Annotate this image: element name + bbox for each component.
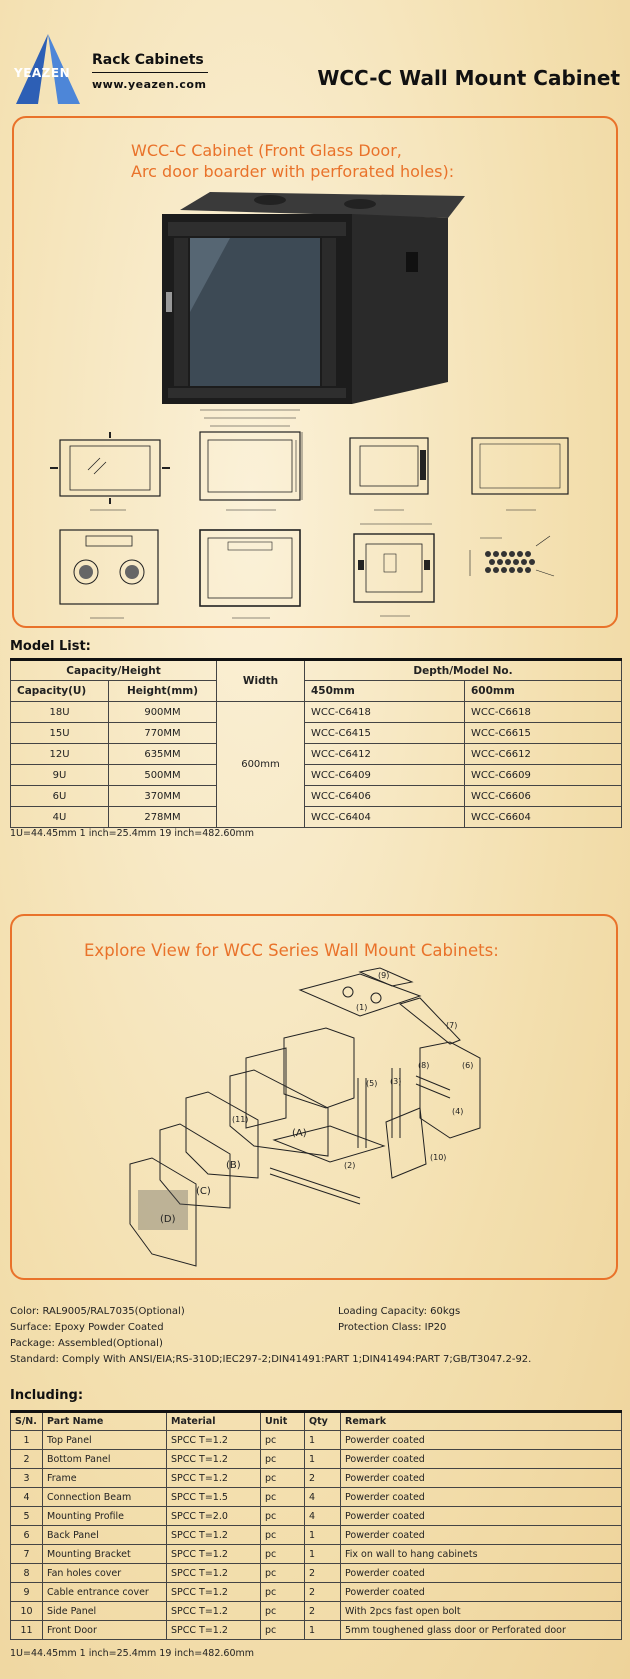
remark-cell: Powerder coated (341, 1488, 622, 1507)
depth-model-header: Depth/Model No. (305, 660, 622, 681)
sn-cell: 6 (11, 1526, 43, 1545)
model-450-cell: WCC-C6415 (305, 723, 465, 744)
unit-cell: pc (261, 1583, 305, 1602)
sn-cell: 10 (11, 1602, 43, 1621)
unit-cell: pc (261, 1450, 305, 1469)
sn-cell: 5 (11, 1507, 43, 1526)
table-header-row (11, 1412, 622, 1431)
drawing-sectional-door-view (196, 404, 306, 512)
unit-cell: pc (261, 1431, 305, 1450)
table-row (11, 1564, 622, 1583)
unit-header: Unit (261, 1412, 305, 1431)
sn-cell: 11 (11, 1621, 43, 1640)
including-label: Including: (10, 1388, 84, 1403)
drawing-section-aa (344, 520, 444, 620)
qty-cell: 4 (305, 1507, 341, 1526)
depth-450-header: 450mm (305, 681, 465, 702)
drawing-perforation-detail (462, 532, 572, 592)
unit-cell: pc (261, 1507, 305, 1526)
part-name-header: Part Name (43, 1412, 167, 1431)
part-name-cell: Frame (43, 1469, 167, 1488)
page-header (0, 0, 630, 110)
qty-cell: 4 (305, 1488, 341, 1507)
remark-cell: With 2pcs fast open bolt (341, 1602, 622, 1621)
callout-7: (7) (446, 1021, 458, 1030)
model-450-cell: WCC-C6409 (305, 765, 465, 786)
material-cell: SPCC T=1.2 (167, 1564, 261, 1583)
callout-9: (9) (378, 971, 390, 980)
spec-standard: Standard: Comply With ANSI/EIA;RS-310D;IEC297-2;DIN41491:PART 1;DIN41494:PART 7;GB/T3047.2-92. (10, 1354, 532, 1365)
unit-cell: pc (261, 1488, 305, 1507)
callout-3: (3) (390, 1077, 402, 1086)
material-cell: SPCC T=1.2 (167, 1545, 261, 1564)
width-header: Width (217, 660, 305, 702)
callout-1: (1) (356, 1003, 368, 1012)
height-header: Height(mm) (109, 681, 217, 702)
height-cell: 370MM (109, 786, 217, 807)
model-450-cell: WCC-C6406 (305, 786, 465, 807)
qty-cell: 2 (305, 1583, 341, 1602)
qty-cell: 2 (305, 1602, 341, 1621)
material-cell: SPCC T=1.2 (167, 1583, 261, 1602)
remark-cell: Powerder coated (341, 1469, 622, 1488)
spec-color: Color: RAL9005/RAL7035(Optional) (10, 1306, 185, 1317)
remark-cell: Powerder coated (341, 1564, 622, 1583)
logo-wordmark: YEAZEN (14, 66, 71, 80)
callout-11: (11) (232, 1115, 249, 1124)
model-list-table (10, 658, 622, 828)
capacity-height-header: Capacity/Height (11, 660, 217, 681)
remark-cell: Powerder coated (341, 1583, 622, 1602)
material-header: Material (167, 1412, 261, 1431)
callout-4: (4) (452, 1107, 464, 1116)
model-450-cell: WCC-C6418 (305, 702, 465, 723)
exploded-view-drawing (130, 968, 500, 1268)
parts-table (10, 1410, 622, 1640)
capacity-cell: 4U (11, 807, 109, 828)
remark-cell: Fix on wall to hang cabinets (341, 1545, 622, 1564)
remark-cell: 5mm toughened glass door or Perforated door (341, 1621, 622, 1640)
callout-8: (8) (418, 1061, 430, 1070)
brand-url[interactable]: www.yeazen.com (92, 78, 207, 91)
spec-loading: Loading Capacity: 60kgs (338, 1306, 461, 1317)
callout-5: (5) (366, 1079, 378, 1088)
remark-header: Remark (341, 1412, 622, 1431)
table-row (11, 723, 622, 744)
table-row (11, 1469, 622, 1488)
callout-c: (C) (196, 1186, 211, 1197)
table-row (11, 1488, 622, 1507)
drawing-front-view (48, 430, 173, 512)
capacity-cell: 12U (11, 744, 109, 765)
qty-cell: 2 (305, 1469, 341, 1488)
material-cell: SPCC T=1.5 (167, 1488, 261, 1507)
model-600-cell: WCC-C6606 (465, 786, 622, 807)
including-footnote: 1U=44.45mm 1 inch=25.4mm 19 inch=482.60mm (10, 1648, 255, 1659)
table-row (11, 1602, 622, 1621)
capacity-cell: 6U (11, 786, 109, 807)
cabinet-photo (160, 192, 470, 412)
remark-cell: Powerder coated (341, 1450, 622, 1469)
sn-header: S/N. (11, 1412, 43, 1431)
part-name-cell: Bottom Panel (43, 1450, 167, 1469)
brand-divider (92, 72, 208, 73)
height-cell: 635MM (109, 744, 217, 765)
width-cell: 600mm (217, 702, 305, 828)
model-600-cell: WCC-C6615 (465, 723, 622, 744)
depth-600-header: 600mm (465, 681, 622, 702)
height-cell: 500MM (109, 765, 217, 786)
material-cell: SPCC T=1.2 (167, 1450, 261, 1469)
qty-cell: 1 (305, 1526, 341, 1545)
material-cell: SPCC T=1.2 (167, 1526, 261, 1545)
height-cell: 900MM (109, 702, 217, 723)
part-name-cell: Top Panel (43, 1431, 167, 1450)
qty-cell: 1 (305, 1431, 341, 1450)
table-row (11, 807, 622, 828)
unit-cell: pc (261, 1621, 305, 1640)
product-title-line2: Arc door boarder with perforated holes): (131, 162, 455, 181)
table-row (11, 1545, 622, 1564)
unit-cell: pc (261, 1526, 305, 1545)
table-header-row (11, 660, 622, 681)
drawing-section-bb (196, 526, 306, 620)
spec-protection: Protection Class: IP20 (338, 1322, 447, 1333)
part-name-cell: Side Panel (43, 1602, 167, 1621)
drawing-back-view (468, 430, 573, 512)
capacity-header: Capacity(U) (11, 681, 109, 702)
capacity-cell: 9U (11, 765, 109, 786)
table-row (11, 702, 622, 723)
remark-cell: Powerder coated (341, 1507, 622, 1526)
unit-cell: pc (261, 1545, 305, 1564)
height-cell: 770MM (109, 723, 217, 744)
callout-d: (D) (160, 1214, 176, 1225)
sn-cell: 9 (11, 1583, 43, 1602)
table-row (11, 1507, 622, 1526)
table-row (11, 1583, 622, 1602)
part-name-cell: Mounting Bracket (43, 1545, 167, 1564)
sn-cell: 1 (11, 1431, 43, 1450)
part-name-cell: Mounting Profile (43, 1507, 167, 1526)
parts-table-body (11, 1431, 622, 1640)
sn-cell: 3 (11, 1469, 43, 1488)
brand-title: Rack Cabinets (92, 52, 204, 68)
drawing-side-view (346, 430, 436, 512)
material-cell: SPCC T=1.2 (167, 1469, 261, 1488)
capacity-cell: 18U (11, 702, 109, 723)
qty-header: Qty (305, 1412, 341, 1431)
qty-cell: 1 (305, 1621, 341, 1640)
part-name-cell: Fan holes cover (43, 1564, 167, 1583)
spec-package: Package: Assembled(Optional) (10, 1338, 163, 1349)
material-cell: SPCC T=1.2 (167, 1431, 261, 1450)
qty-cell: 1 (305, 1545, 341, 1564)
table-row (11, 786, 622, 807)
model-600-cell: WCC-C6604 (465, 807, 622, 828)
product-title-line1: WCC-C Cabinet (Front Glass Door, (131, 141, 402, 160)
sn-cell: 7 (11, 1545, 43, 1564)
drawing-top-view (56, 526, 164, 620)
model-600-cell: WCC-C6618 (465, 702, 622, 723)
page-title: WCC-C Wall Mount Cabinet (317, 66, 620, 90)
model-list-label: Model List: (10, 639, 91, 654)
qty-cell: 2 (305, 1564, 341, 1583)
model-600-cell: WCC-C6609 (465, 765, 622, 786)
part-name-cell: Front Door (43, 1621, 167, 1640)
callout-b: (B) (226, 1160, 241, 1171)
table-row (11, 744, 622, 765)
material-cell: SPCC T=2.0 (167, 1507, 261, 1526)
table-subheader-row (11, 681, 622, 702)
sn-cell: 8 (11, 1564, 43, 1583)
unit-cell: pc (261, 1602, 305, 1621)
callout-10: (10) (430, 1153, 447, 1162)
table-row (11, 1526, 622, 1545)
height-cell: 278MM (109, 807, 217, 828)
part-name-cell: Connection Beam (43, 1488, 167, 1507)
sn-cell: 2 (11, 1450, 43, 1469)
model-450-cell: WCC-C6412 (305, 744, 465, 765)
part-name-cell: Cable entrance cover (43, 1583, 167, 1602)
remark-cell: Powerder coated (341, 1526, 622, 1545)
unit-cell: pc (261, 1564, 305, 1583)
table-row (11, 1431, 622, 1450)
callout-6: (6) (462, 1061, 474, 1070)
remark-cell: Powerder coated (341, 1431, 622, 1450)
model-footnote: 1U=44.45mm 1 inch=25.4mm 19 inch=482.60mm (10, 828, 255, 839)
model-600-cell: WCC-C6612 (465, 744, 622, 765)
unit-cell: pc (261, 1469, 305, 1488)
table-row (11, 765, 622, 786)
table-row (11, 1450, 622, 1469)
explode-title: Explore View for WCC Series Wall Mount Cabinets: (84, 941, 499, 960)
material-cell: SPCC T=1.2 (167, 1602, 261, 1621)
spec-surface: Surface: Epoxy Powder Coated (10, 1322, 164, 1333)
table-row (11, 1621, 622, 1640)
qty-cell: 1 (305, 1450, 341, 1469)
sn-cell: 4 (11, 1488, 43, 1507)
callout-2: (2) (344, 1161, 356, 1170)
part-name-cell: Back Panel (43, 1526, 167, 1545)
material-cell: SPCC T=1.2 (167, 1621, 261, 1640)
model-450-cell: WCC-C6404 (305, 807, 465, 828)
capacity-cell: 15U (11, 723, 109, 744)
callout-a: (A) (292, 1128, 307, 1139)
